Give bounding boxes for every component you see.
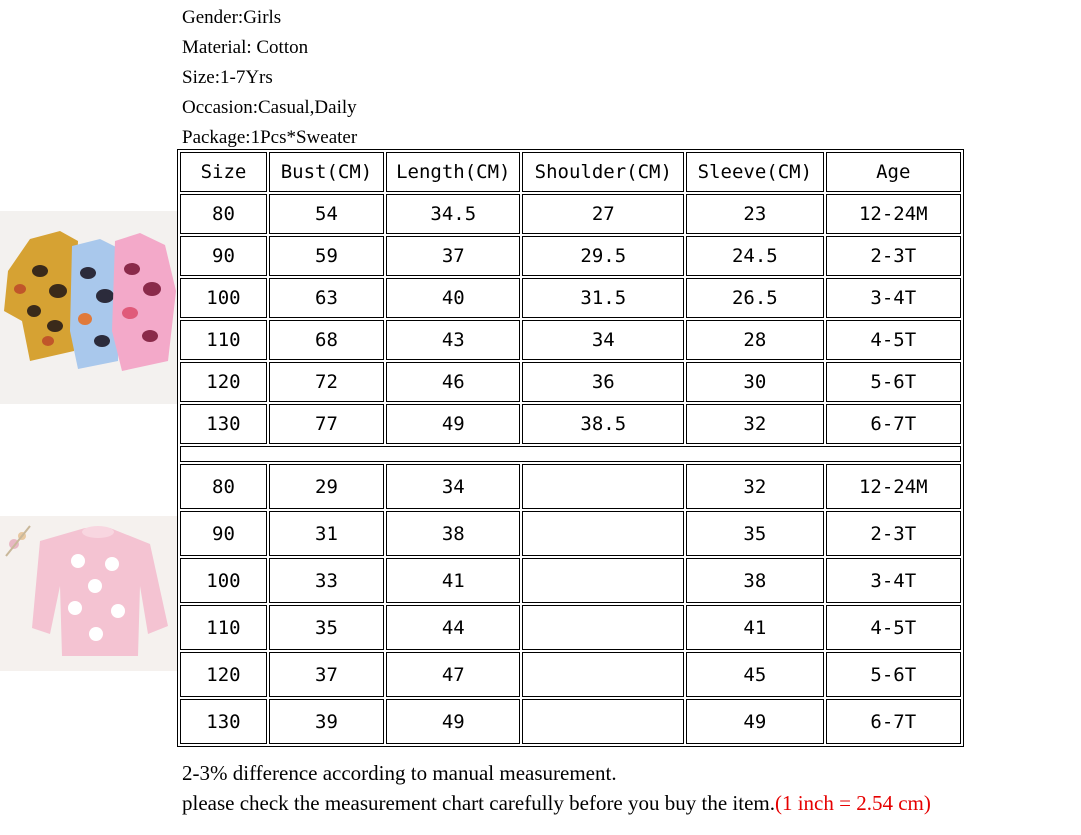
cell-bust: 29 [269, 464, 384, 509]
cell-size: 110 [180, 320, 267, 360]
attr-gender: Gender:Girls [182, 7, 282, 28]
cell-size: 130 [180, 404, 267, 444]
cell-sleeve: 30 [686, 362, 823, 402]
product-attributes [182, 3, 357, 153]
table-row [180, 404, 961, 444]
cell-age: 12-24M [826, 194, 961, 234]
cell-length: 49 [386, 699, 520, 744]
header-length: Length(CM) [386, 152, 520, 192]
header-age: Age [826, 152, 961, 192]
cell-length: 34.5 [386, 194, 520, 234]
cell-age: 5-6T [826, 652, 961, 697]
cell-length: 49 [386, 404, 520, 444]
cell-length: 41 [386, 558, 520, 603]
mustard-sweater [4, 231, 78, 361]
cell-bust: 39 [269, 699, 384, 744]
cell-bust: 54 [269, 194, 384, 234]
cell-shoulder [522, 652, 684, 697]
cell-size: 100 [180, 278, 267, 318]
cell-sleeve: 23 [686, 194, 823, 234]
cell-shoulder: 29.5 [522, 236, 684, 276]
cell-size: 90 [180, 236, 267, 276]
inch-conversion: (1 inch = 2.54 cm) [774, 791, 931, 815]
table-row [180, 699, 961, 744]
measurement-notes [182, 758, 931, 818]
cell-age: 2-3T [826, 236, 961, 276]
cell-age: 3-4T [826, 278, 961, 318]
cell-shoulder [522, 464, 684, 509]
pink-sweater [112, 233, 176, 371]
cell-bust: 77 [269, 404, 384, 444]
blue-sweater [70, 239, 120, 369]
table-row [180, 278, 961, 318]
note-check-chart [182, 788, 931, 818]
cell-length: 46 [386, 362, 520, 402]
header-sleeve: Sleeve(CM) [686, 152, 823, 192]
cell-age: 5-6T [826, 362, 961, 402]
cell-age: 6-7T [826, 404, 961, 444]
cell-bust: 59 [269, 236, 384, 276]
cell-sleeve: 32 [686, 404, 823, 444]
cell-size: 110 [180, 605, 267, 650]
flower-decoration [6, 526, 30, 556]
cell-age: 6-7T [826, 699, 961, 744]
cell-size: 80 [180, 194, 267, 234]
table-row [180, 558, 961, 603]
note-check-text: please check the measurement chart carefully before you buy the item. [182, 791, 775, 815]
attr-package: Package:1Pcs*Sweater [182, 127, 358, 148]
cell-size: 100 [180, 558, 267, 603]
table-row [180, 652, 961, 697]
cell-length: 38 [386, 511, 520, 556]
cell-shoulder: 31.5 [522, 278, 684, 318]
cell-sleeve: 28 [686, 320, 823, 360]
cell-length: 37 [386, 236, 520, 276]
cell-bust: 72 [269, 362, 384, 402]
cell-shoulder [522, 511, 684, 556]
cell-shoulder [522, 699, 684, 744]
cell-size: 90 [180, 511, 267, 556]
cell-bust: 63 [269, 278, 384, 318]
cell-age: 12-24M [826, 464, 961, 509]
cell-size: 80 [180, 464, 267, 509]
table-row [180, 605, 961, 650]
table-header-row [180, 152, 961, 192]
attr-material: Material: Cotton [182, 37, 309, 58]
cell-shoulder: 36 [522, 362, 684, 402]
table-row [180, 511, 961, 556]
cell-age: 2-3T [826, 511, 961, 556]
cell-shoulder: 34 [522, 320, 684, 360]
cell-sleeve: 24.5 [686, 236, 823, 276]
table-separator-row [180, 446, 961, 462]
cell-bust: 68 [269, 320, 384, 360]
cell-bust: 31 [269, 511, 384, 556]
cell-sleeve: 45 [686, 652, 823, 697]
note-difference: 2-3% difference according to manual measurement. [182, 761, 617, 785]
cell-shoulder [522, 558, 684, 603]
header-size: Size [180, 152, 267, 192]
table-row [180, 236, 961, 276]
table-row [180, 362, 961, 402]
leopard-sweaters-photo [0, 211, 177, 404]
cell-shoulder: 38.5 [522, 404, 684, 444]
pink-heart-sweater [32, 526, 168, 656]
attr-occasion: Occasion:Casual,Daily [182, 97, 357, 118]
cell-sleeve: 38 [686, 558, 823, 603]
cell-sleeve: 26.5 [686, 278, 823, 318]
cell-length: 47 [386, 652, 520, 697]
cell-length: 34 [386, 464, 520, 509]
cell-bust: 35 [269, 605, 384, 650]
header-shoulder: Shoulder(CM) [522, 152, 684, 192]
cell-bust: 33 [269, 558, 384, 603]
cell-shoulder [522, 605, 684, 650]
cell-sleeve: 49 [686, 699, 823, 744]
cell-age: 3-4T [826, 558, 961, 603]
cell-sleeve: 32 [686, 464, 823, 509]
cell-sleeve: 41 [686, 605, 823, 650]
attr-size: Size:1-7Yrs [182, 67, 273, 88]
size-chart-table [177, 149, 964, 747]
cell-length: 40 [386, 278, 520, 318]
table-row [180, 320, 961, 360]
separator-cell [180, 446, 961, 462]
cell-size: 120 [180, 362, 267, 402]
cell-length: 44 [386, 605, 520, 650]
cell-age: 4-5T [826, 605, 961, 650]
heart-sweater-photo [0, 516, 177, 671]
cell-size: 120 [180, 652, 267, 697]
table-row [180, 194, 961, 234]
table-row [180, 464, 961, 509]
cell-age: 4-5T [826, 320, 961, 360]
cell-size: 130 [180, 699, 267, 744]
cell-sleeve: 35 [686, 511, 823, 556]
cell-bust: 37 [269, 652, 384, 697]
cell-shoulder: 27 [522, 194, 684, 234]
header-bust: Bust(CM) [269, 152, 384, 192]
cell-length: 43 [386, 320, 520, 360]
